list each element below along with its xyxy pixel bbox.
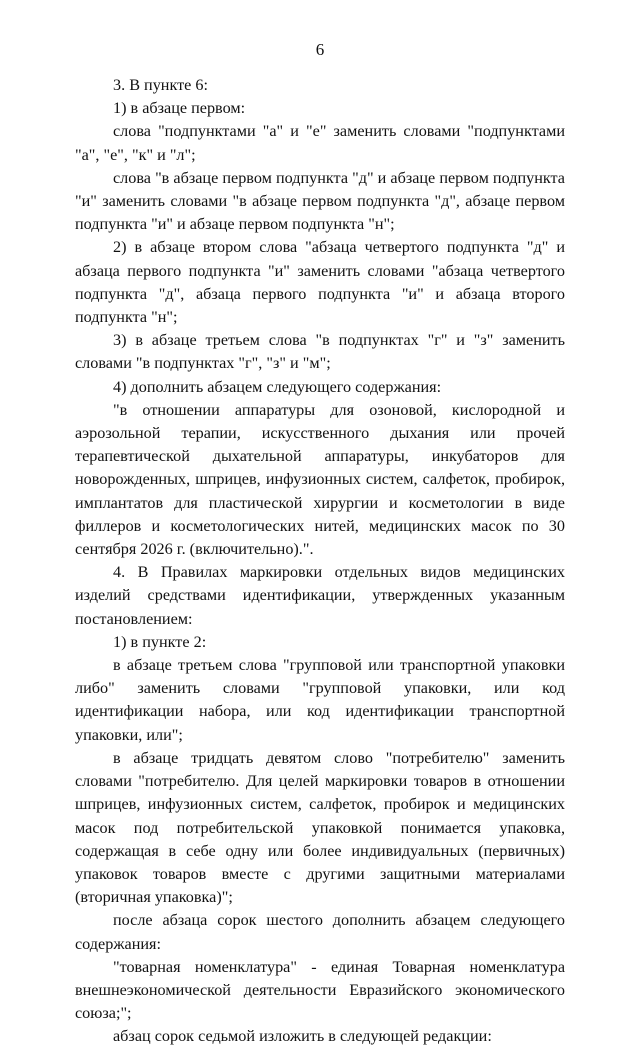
paragraph-forty-seventh: абзац сорок седьмой изложить в следующей редакции: <box>113 1027 492 1046</box>
paragraph-point-2: 1) в пункте 2: <box>113 632 207 651</box>
paragraph-words-replace-d-i: слова "в абзаце первом подпункта "д" и абзаце первом подпункта "и" заменить словами "в абзаце первом подпункта "д", абзаце первом подпункта "и" и абзаце первом подпункта "н"; <box>75 168 565 234</box>
paragraph-subitem-2: 2) в абзаце втором слова "абзаца четвертого подпункта "д" и абзаца первого подпункта "и" заменить словами "абзаца четвертого подпункта "д", абзаца первого подпункта "и" и абзаца второго подпункта "н"; <box>75 238 565 327</box>
paragraph-words-replace-a-e: слова "подпунктами "а" и "е" заменить словами "подпунктами "а", "е", "к" и "л"; <box>75 122 565 164</box>
paragraph-thirty-ninth-abzac: в абзаце тридцать девятом слово "потребителю" заменить словами "потребителю. Для целей маркировки товаров в отношении шприцев, инфузионных систем, салфеток, пробирок и медицинских масок под потребительской упаковкой понимается упаковка, содержащая в себе одну или более индивидуальных (первичных) упаковок товаров вместе с другими защитными материалами (вторичная упаковка)"; <box>75 748 565 907</box>
paragraph-subitem-1: 1) в абзаце первом: <box>113 99 246 118</box>
paragraph-after-forty-sixth: после абзаца сорок шестого дополнить абзацем следующего содержания: <box>75 911 565 953</box>
paragraph-quoted-addition: "в отношении аппаратуры для озоновой, кислородной и аэрозольной терапии, искусственного дыхания или прочей терапевтической дыхательной аппаратуры, инкубаторов для новорожденных, шприцев, инфузионных систем, салфеток, пробирок, имплантатов для пластической хирургии и косметологии в виде филлеров и косметологических нитей, медицинских масок по 30 сентября 2026 г. (включительно).". <box>75 400 565 559</box>
paragraph-subitem-4: 4) дополнить абзацем следующего содержания: <box>113 377 442 396</box>
paragraph-subitem-3: 3) в абзаце третьем слова "в подпунктах "г" и "з" заменить словами "в подпунктах "г", "з" и "м"; <box>75 331 565 373</box>
paragraph-item-4: 4. В Правилах маркировки отдельных видов медицинских изделий средствами идентификации, утвержденных указанным постановлением: <box>75 563 565 628</box>
document-body <box>75 74 565 1049</box>
paragraph-tovarnaya-nomenklatura: "товарная номенклатура" - единая Товарная номенклатура внешнеэкономической деятельности Евразийского экономического союза;"; <box>75 957 565 1023</box>
page-number: 6 <box>315 40 325 59</box>
paragraph-item-3: 3. В пункте 6: <box>113 76 208 94</box>
paragraph-third-abzac: в абзаце третьем слова "групповой или транспортной упаковки либо" заменить словами "групповой упаковки, или код идентификации набора, или код идентификации транспортной упаковки, или"; <box>75 656 565 744</box>
